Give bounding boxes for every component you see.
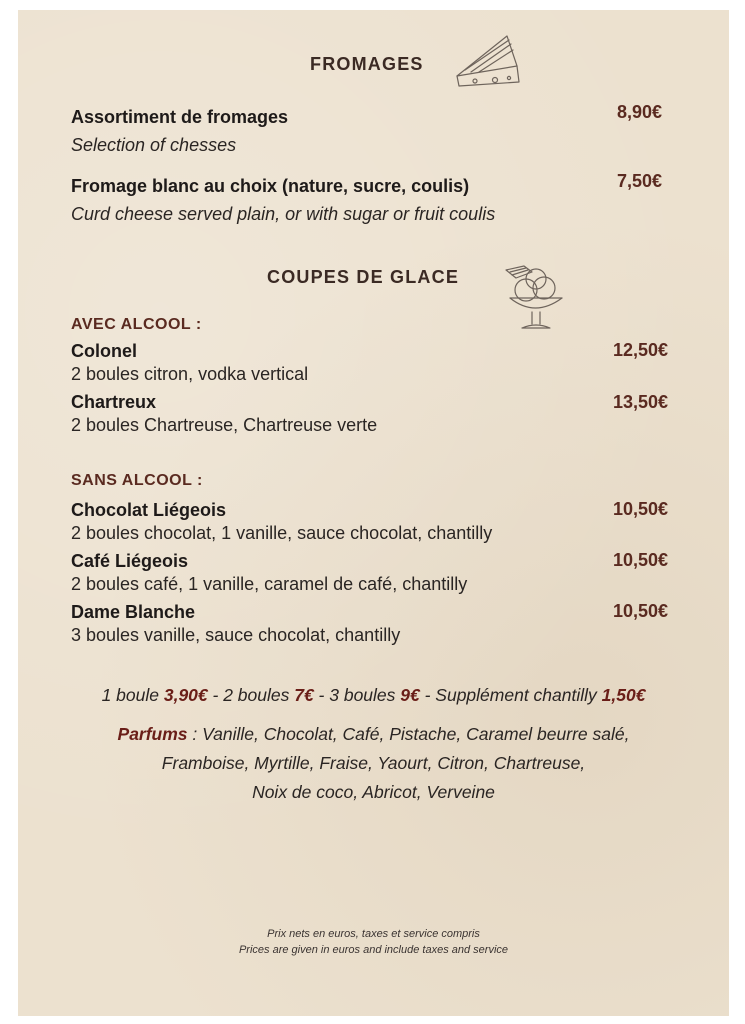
coupe-item-price: 13,50€ — [612, 392, 668, 412]
coupe-item-name: Colonel — [71, 341, 137, 361]
parfums-label: Parfums — [117, 724, 188, 744]
footer-note-en: Prices are given in euros and include taxes and service — [238, 944, 509, 956]
coupe-item-price: 12,50€ — [612, 340, 668, 360]
coupe-item-desc: 2 boules chocolat, 1 vanille, sauce chocolat, chantilly — [71, 523, 493, 543]
footer-note-fr: Prix nets en euros, taxes et service compris — [267, 928, 480, 940]
coupe-item-price: 10,50€ — [612, 601, 668, 621]
section-title-fromages: FROMAGES — [310, 54, 424, 74]
coupe-item-name: Chartreux — [71, 392, 157, 412]
subheading-avec-alcool: AVEC ALCOOL : — [71, 316, 202, 333]
parfums-line-1 — [18, 724, 729, 745]
ice-cream-cup-icon — [502, 262, 568, 334]
parfums-line-3: Noix de coco, Abricot, Verveine — [252, 782, 495, 802]
pricing-value: 7€ — [294, 685, 314, 705]
scoop-pricing-line — [18, 685, 729, 706]
pricing-value: 9€ — [400, 685, 420, 705]
parfums-line-2: Framboise, Myrtille, Fraise, Yaourt, Citron, Chartreuse, — [161, 753, 586, 773]
subheading-sans-alcool: SANS ALCOOL : — [71, 472, 203, 489]
pricing-label: - 2 boules — [207, 685, 295, 705]
fromage-item-name: Fromage blanc au choix (nature, sucre, coulis) — [71, 176, 470, 196]
coupe-item-desc: 3 boules vanille, sauce chocolat, chantilly — [71, 625, 401, 645]
fromage-item-desc: Curd cheese served plain, or with sugar or fruit coulis — [71, 204, 496, 224]
coupe-item-name: Café Liégeois — [71, 551, 189, 571]
coupe-item-name: Chocolat Liégeois — [71, 500, 227, 520]
pricing-label: - Supplément chantilly — [419, 685, 602, 705]
cheese-icon — [451, 32, 525, 90]
parfums-text: : Vanille, Chocolat, Café, Pistache, Caramel beurre salé, — [187, 724, 630, 744]
fromage-item-price: 8,90€ — [616, 102, 662, 122]
coupe-item-price: 10,50€ — [612, 499, 668, 519]
pricing-value: 1,50€ — [601, 685, 646, 705]
coupe-item-desc: 2 boules café, 1 vanille, caramel de café, chantilly — [71, 574, 468, 594]
coupe-item-name: Dame Blanche — [71, 602, 196, 622]
pricing-label: - 3 boules — [313, 685, 401, 705]
pricing-value: 3,90€ — [163, 685, 208, 705]
fromage-item-desc: Selection of chesses — [71, 135, 237, 155]
coupe-item-desc: 2 boules Chartreuse, Chartreuse verte — [71, 415, 378, 435]
coupe-item-desc: 2 boules citron, vodka vertical — [71, 364, 309, 384]
section-title-coupes: COUPES DE GLACE — [267, 267, 460, 287]
menu-page — [18, 10, 729, 1016]
coupe-item-price: 10,50€ — [612, 550, 668, 570]
fromage-item-name: Assortiment de fromages — [71, 107, 289, 127]
pricing-label: 1 boule — [101, 685, 164, 705]
fromage-item-price: 7,50€ — [616, 171, 662, 191]
